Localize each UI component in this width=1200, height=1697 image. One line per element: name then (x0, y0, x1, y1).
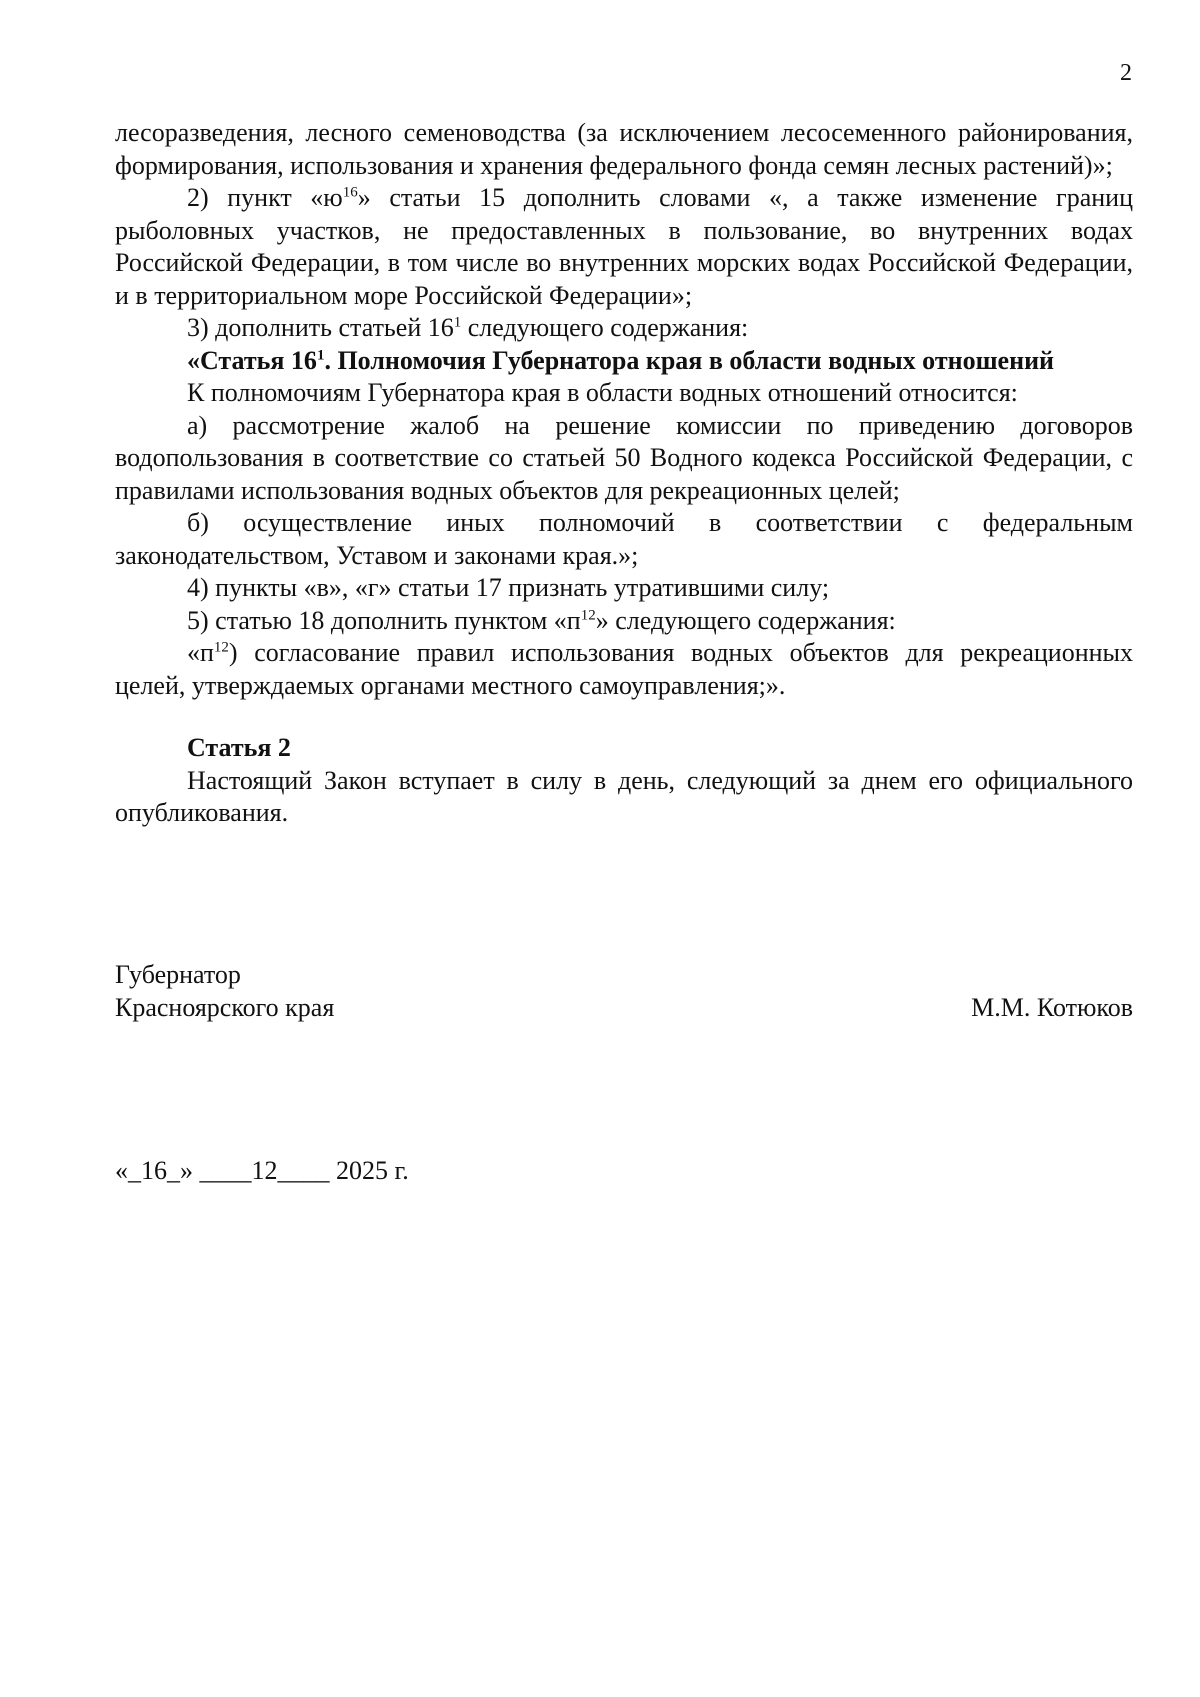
signature-block (115, 958, 1133, 1024)
paragraph-continuation: лесоразведения, лесного семеноводства (за исключением лесосеменного районирования, формирования, использования и хранения федерального фонда семян лесных растений)»; (115, 118, 1133, 180)
signatory-name: М.М. Котюков (971, 993, 1133, 1022)
article-2-text: Настоящий Закон вступает в силу в день, следующий за днем его официального опубликования. (115, 765, 1133, 827)
item-3-superscript: 1 (453, 314, 462, 331)
heading-text-b: . Полномочия Губернатора края в области водных отношений (324, 345, 1055, 375)
paragraph-item-a: а) рассмотрение жалоб на решение комиссии по приведению договоров водопользования в соответствие со статьей 50 Водного кодекса Российской Федерации, с правилами использования водных объектов для рекреационных целей; (115, 410, 1133, 505)
paragraph-item-5 (115, 605, 1133, 638)
item-p12-superscript: 12 (213, 639, 229, 656)
item-3-text-b: следующего содержания: (461, 313, 749, 342)
item-3-text-a: 3) дополнить статьей 16 (187, 313, 454, 342)
article-2-heading: Статья 2 (187, 733, 291, 762)
page-number: 2 (1120, 60, 1132, 86)
item-5-text-b: » следующего содержания: (595, 605, 896, 635)
heading-text-a: «Статья 16 (187, 345, 317, 375)
item-p12-text-b: ) согласование правил использования водных объектов для рекреационных целей, утверждаемых органами местного самоуправления;». (115, 638, 1133, 700)
paragraph-item-b: б) осуществление иных полномочий в соответствии с федеральным законодательством, Уставом и законами края.»; (115, 508, 1133, 570)
item-2-text-b: » статьи 15 дополнить словами «, а также изменение границ рыболовных участков, не предоставленных в пользование, во внутренних водах Российской Федерации, в том числе во внутренних морских водах Российской Федерации, и в территориальном море Российской Федерации»; (115, 183, 1134, 310)
paragraph-powers-intro: К полномочиям Губернатора края в области водных отношений относится: (187, 378, 1018, 407)
paragraph-item-2 (115, 182, 1133, 312)
item-5-superscript: 12 (580, 606, 596, 623)
paragraph-item-3 (115, 312, 1133, 345)
item-5-text-a: 5) статью 18 дополнить пунктом «п (187, 605, 581, 635)
document-body (115, 117, 1133, 830)
item-2-text-a: 2) пункт «ю (187, 183, 343, 212)
article-16-1-heading (115, 345, 1133, 378)
paragraph-item-p12 (115, 637, 1133, 702)
paragraph-item-4: 4) пункты «в», «г» статьи 17 признать утратившими силу; (187, 573, 830, 602)
item-p12-text-a: «п (187, 638, 214, 667)
heading-superscript: 1 (316, 346, 325, 363)
signature-title-line2: Красноярского края (115, 993, 335, 1022)
signature-title-line1: Губернатор (115, 960, 241, 989)
item-2-superscript: 16 (342, 184, 358, 201)
document-date: «_16_» ____12____ 2025 г. (115, 1156, 409, 1185)
